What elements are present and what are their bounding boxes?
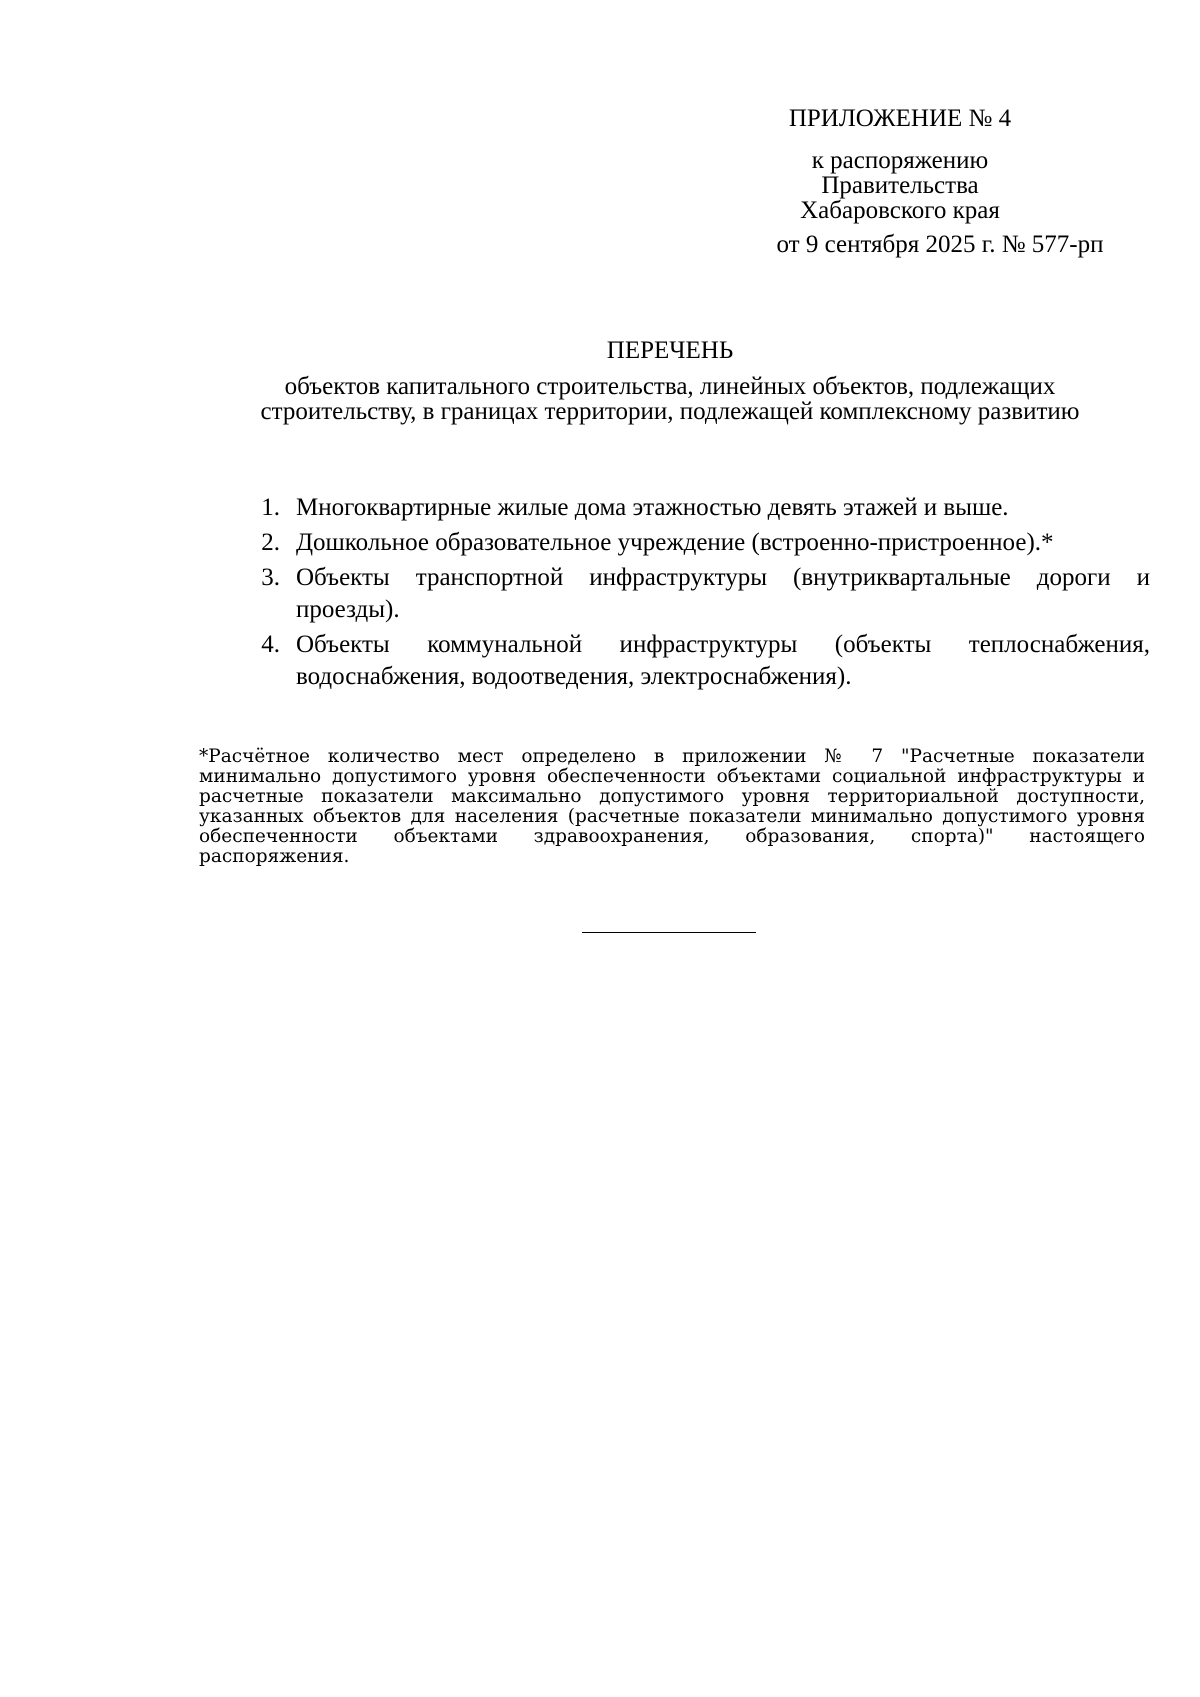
order-date-line	[740, 230, 1140, 260]
list-item-number: 1.	[261, 494, 280, 521]
document-title: ПЕРЕЧЕНЬ	[606, 337, 734, 364]
order-reference-line: к распоряжению	[811, 147, 989, 174]
appendix-label: ПРИЛОЖЕНИЕ № 4	[788, 105, 1012, 132]
objects-list	[240, 492, 1150, 696]
list-item-text: Дошкольное образовательное учреждение (встроенно-пристроенное).*	[296, 529, 1054, 556]
list-item	[240, 527, 1150, 559]
order-reference-line: Правительства	[821, 172, 979, 199]
list-item-text: Объекты коммунальной инфраструктуры (объекты теплоснабжения, водоснабжения, водоотведения, электроснабжения).	[296, 631, 1150, 690]
footnote: *Расчётное количество мест определено в приложении № 7 "Расчетные показатели минимально допустимого уровня обеспеченности объектами социальной инфраструктуры и расчетные показатели максимально допустимого уровня территориальной доступности, указанных объектов для населения (расчетные показатели минимально допустимого уровня обеспеченности объектами здравоохранения, образования, спорта)" настоящего распоряжения.	[199, 746, 1145, 867]
list-item-number: 2.	[261, 529, 280, 556]
list-item	[240, 492, 1150, 524]
order-reference-line: Хабаровского края	[800, 197, 1000, 224]
subtitle-line: объектов капитального строительства, линейных объектов, подлежащих	[284, 373, 1056, 400]
list-item-number: 4.	[261, 631, 280, 658]
document-subtitle	[180, 374, 1160, 424]
end-separator-line	[582, 932, 756, 933]
order-date-text: от 9 сентября 2025 г. № 577-рп	[776, 231, 1104, 258]
list-item	[240, 562, 1150, 626]
list-item-number: 3.	[261, 564, 280, 591]
list-item-text: Многоквартирные жилые дома этажностью девять этажей и выше.	[296, 494, 1009, 521]
list-item	[240, 629, 1150, 693]
subtitle-line: строительству, в границах территории, подлежащей комплексному развитию	[260, 398, 1080, 425]
order-reference	[740, 148, 1060, 223]
list-item-text: Объекты транспортной инфраструктуры (внутриквартальные дороги и проезды).	[296, 564, 1150, 623]
